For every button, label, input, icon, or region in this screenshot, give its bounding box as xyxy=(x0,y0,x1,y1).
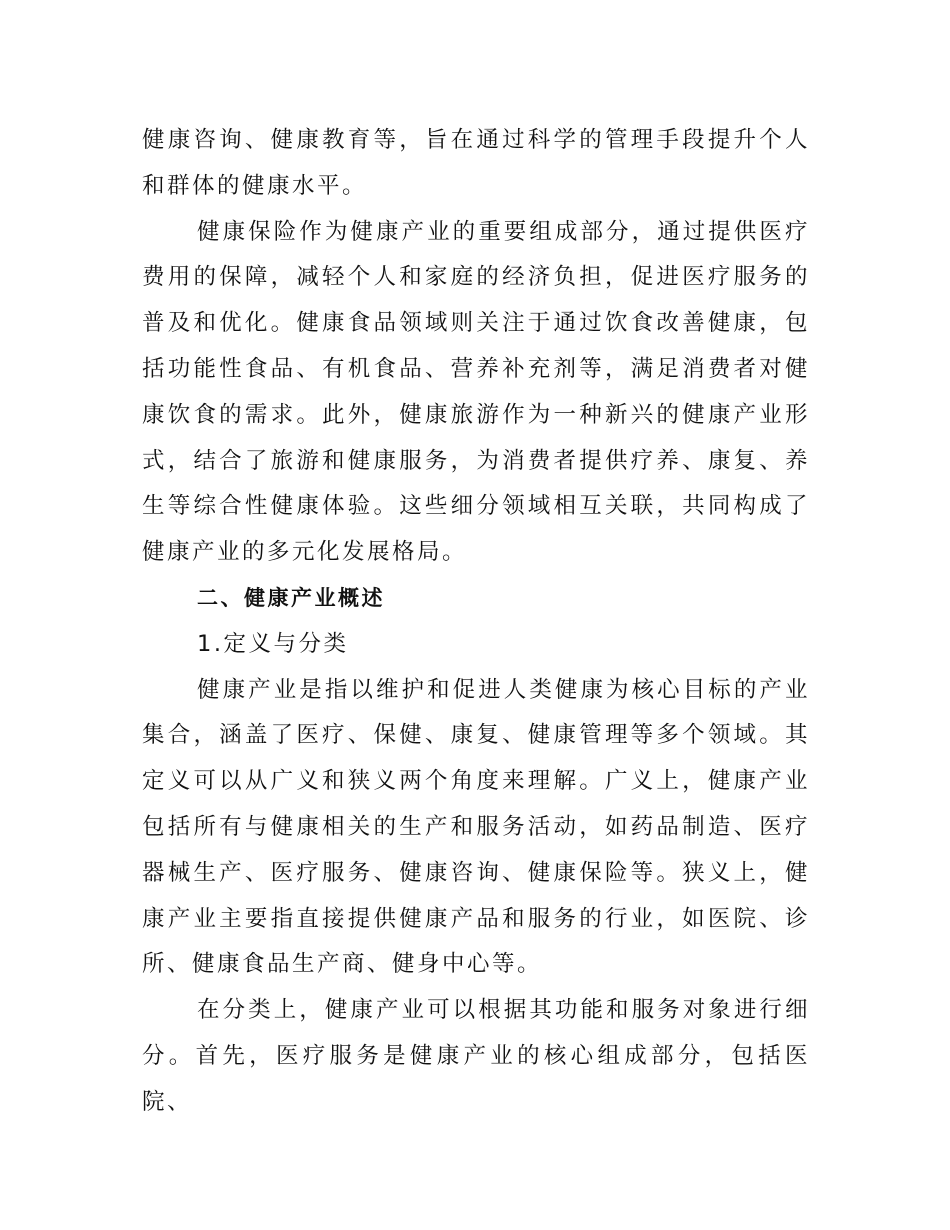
paragraph-continuation: 健康咨询、健康教育等，旨在通过科学的管理手段提升个人和群体的健康水平。 xyxy=(142,127,810,199)
paragraph-definition: 健康产业是指以维护和促进人类健康为核心目标的产业集合，涵盖了医疗、保健、康复、健康管理等多个领域。其定义可以从广义和狭义两个角度来理解。广义上，健康产业包括所有与健康相关的生产和服务活动，如药品制造、医疗器械生产、医疗服务、健康咨询、健康保险等。狭义上，健康产业主要指直接提供健康产品和服务的行业，如医院、诊所、健康食品生产商、健身中心等。 xyxy=(142,676,810,978)
subsection-heading: 1.定义与分类 xyxy=(197,630,349,657)
paragraph-classification: 在分类上，健康产业可以根据其功能和服务对象进行细分。首先，医疗服务是健康产业的核心组成部分，包括医院、 xyxy=(142,997,810,1115)
section-heading: 二、健康产业概述 xyxy=(197,585,385,610)
paragraph-health-insurance: 健康保险作为健康产业的重要组成部分，通过提供医疗费用的保障，减轻个人和家庭的经济负担，促进医疗服务的普及和优化。健康食品领域则关注于通过饮食改善健康，包括功能性食品、有机食品、营养补充剂等，满足消费者对健康饮食的需求。此外，健康旅游作为一种新兴的健康产业形式，结合了旅游和健康服务，为消费者提供疗养、康复、养生等综合性健康体验。这些细分领域相互关联，共同构成了健康产业的多元化发展格局。 xyxy=(142,218,810,566)
document-body xyxy=(142,118,810,1126)
